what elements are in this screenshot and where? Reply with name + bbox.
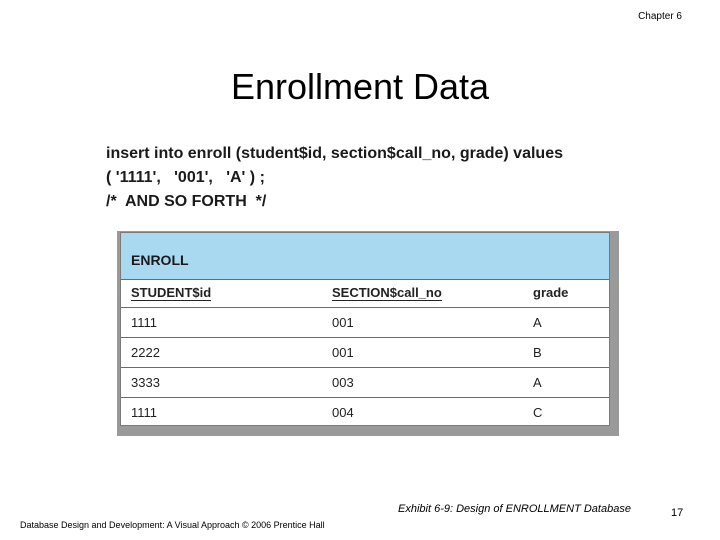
table-cell: 004 — [332, 405, 354, 420]
table-cell: C — [533, 405, 543, 420]
table-header-row — [121, 279, 609, 307]
table-cell: 001 — [332, 345, 354, 360]
table-cell: A — [533, 375, 542, 390]
page-title: Enrollment Data — [230, 66, 490, 107]
code-line: insert into enroll (student$id, section$call_no, grade) values — [106, 145, 563, 162]
table-row — [121, 307, 609, 337]
table-cell: 3333 — [131, 375, 160, 390]
column-header-student-id: STUDENT$id — [131, 285, 212, 300]
exhibit-caption: Exhibit 6-9: Design of ENROLLMENT Database — [398, 503, 631, 515]
table-cell: 1111 — [131, 405, 158, 420]
code-line: ( '1111', '001', 'A' ) ; — [106, 169, 265, 186]
code-line: /* AND SO FORTH */ — [106, 193, 267, 210]
table-cell: A — [533, 315, 542, 330]
table-cell: 2222 — [131, 345, 160, 360]
enroll-table — [120, 232, 610, 426]
table-row — [121, 397, 609, 427]
page-number: 17 — [671, 507, 684, 519]
table-cell: 003 — [332, 375, 354, 390]
table-cell: 1111 — [131, 315, 158, 330]
footer-text: Database Design and Development: A Visual Approach © 2006 Prentice Hall — [20, 520, 325, 530]
chapter-label: Chapter 6 — [638, 11, 682, 22]
table-row — [121, 337, 609, 367]
table-cell: B — [533, 345, 542, 360]
column-header-grade: grade — [533, 285, 569, 300]
sql-code-block — [106, 142, 563, 214]
table-name: ENROLL — [131, 252, 189, 268]
table-cell: 001 — [332, 315, 354, 330]
column-header-section-call-no: SECTION$call_no — [332, 285, 442, 300]
table-title-bar — [121, 233, 609, 279]
table-row — [121, 367, 609, 397]
